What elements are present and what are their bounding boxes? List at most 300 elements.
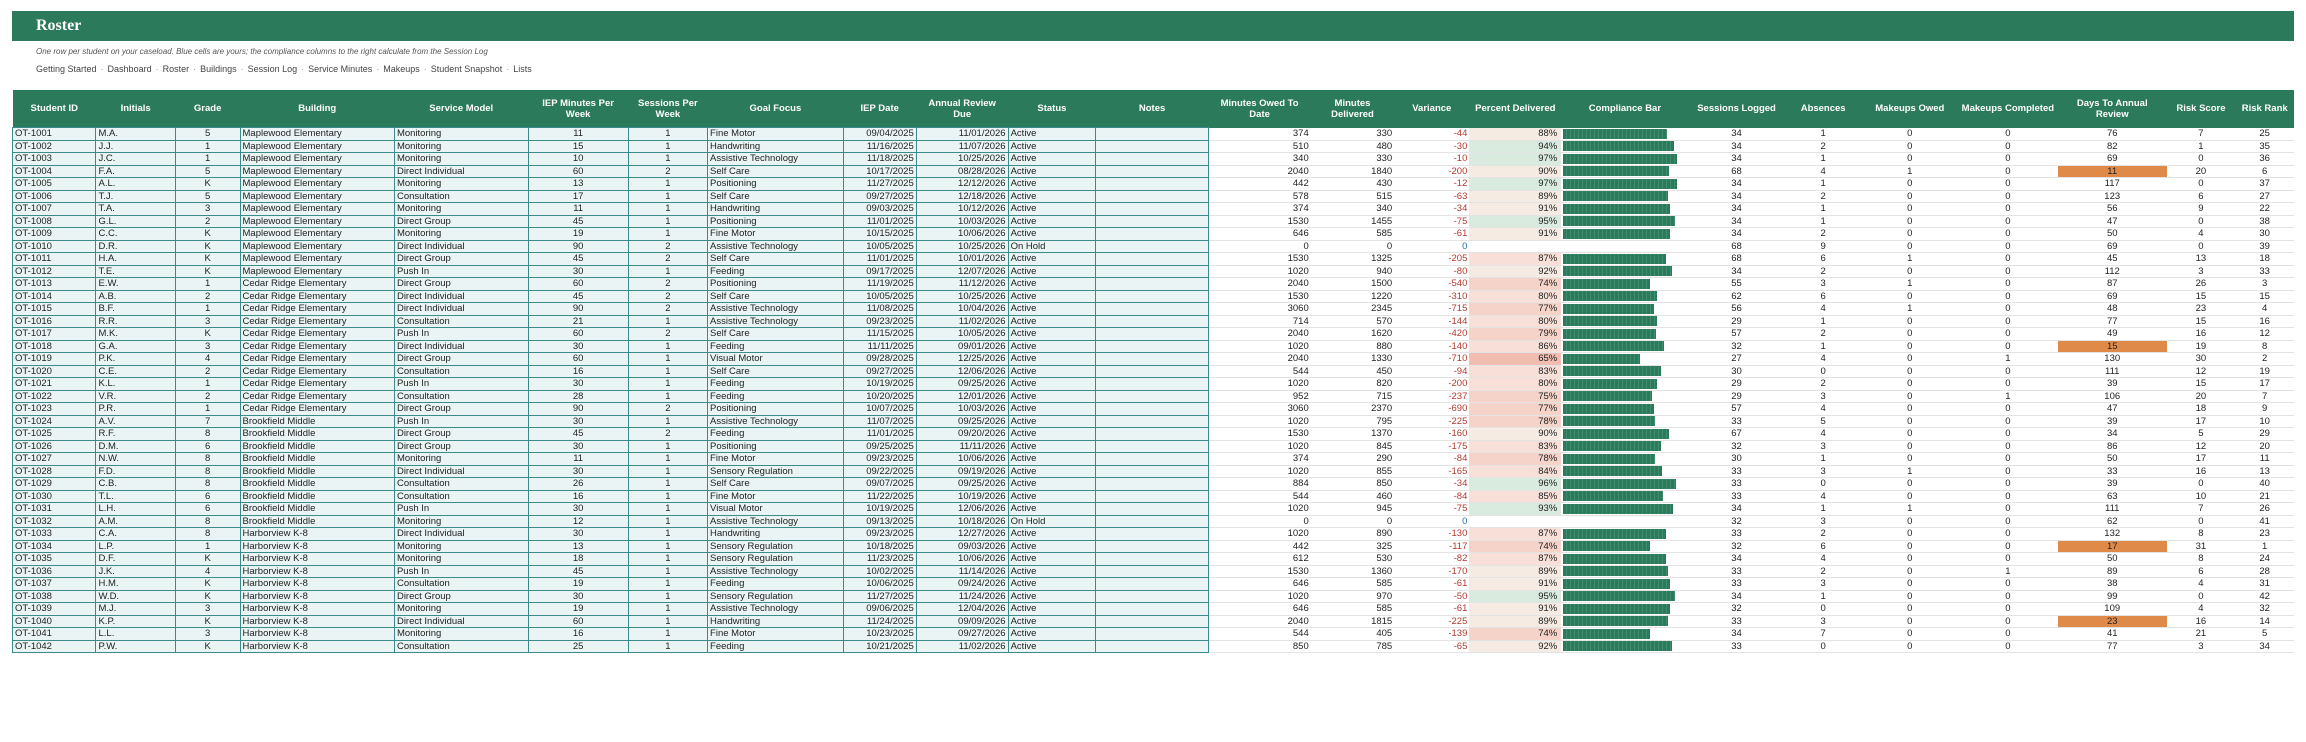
cell-grade[interactable]: 1	[175, 278, 240, 291]
cell-iep-date[interactable]: 10/23/2025	[843, 628, 916, 641]
cell-notes[interactable]	[1096, 278, 1209, 291]
cell-sessions-per-week[interactable]: 1	[628, 578, 707, 591]
cell-initials[interactable]: P.K.	[96, 353, 175, 366]
cell-service-model[interactable]: Push In	[394, 415, 528, 428]
cell-building[interactable]: Maplewood Elementary	[240, 153, 394, 166]
cell-service-model[interactable]: Push In	[394, 565, 528, 578]
cell-student-id[interactable]: OT-1019	[13, 353, 96, 366]
cell-initials[interactable]: D.F.	[96, 553, 175, 566]
cell-iep-date[interactable]: 10/06/2025	[843, 578, 916, 591]
cell-status[interactable]: Active	[1008, 590, 1096, 603]
cell-grade[interactable]: K	[175, 553, 240, 566]
cell-iep-date[interactable]: 11/08/2025	[843, 303, 916, 316]
nav-link-service-minutes[interactable]: Service Minutes	[308, 64, 373, 74]
cell-sessions-per-week[interactable]: 1	[628, 590, 707, 603]
cell-status[interactable]: Active	[1008, 278, 1096, 291]
cell-goal-focus[interactable]: Assistive Technology	[708, 240, 844, 253]
cell-iep-date[interactable]: 11/01/2025	[843, 215, 916, 228]
nav-link-makeups[interactable]: Makeups	[383, 64, 420, 74]
cell-sessions-per-week[interactable]: 1	[628, 390, 707, 403]
cell-student-id[interactable]: OT-1038	[13, 590, 96, 603]
cell-sessions-per-week[interactable]: 1	[628, 128, 707, 141]
cell-iep-minutes-per-week[interactable]: 19	[528, 603, 628, 616]
cell-iep-minutes-per-week[interactable]: 90	[528, 240, 628, 253]
cell-initials[interactable]: C.B.	[96, 478, 175, 491]
cell-service-model[interactable]: Monitoring	[394, 515, 528, 528]
cell-initials[interactable]: F.D.	[96, 465, 175, 478]
column-header-sessions-logged[interactable]: Sessions Logged	[1689, 90, 1785, 128]
cell-annual-review-due[interactable]: 10/06/2026	[916, 453, 1008, 466]
cell-sessions-per-week[interactable]: 2	[628, 278, 707, 291]
cell-student-id[interactable]: OT-1027	[13, 453, 96, 466]
cell-service-model[interactable]: Monitoring	[394, 553, 528, 566]
cell-iep-date[interactable]: 11/07/2025	[843, 415, 916, 428]
cell-sessions-per-week[interactable]: 2	[628, 253, 707, 266]
cell-initials[interactable]: V.R.	[96, 390, 175, 403]
column-header-minutes-delivered[interactable]: Minutes Delivered	[1311, 90, 1394, 128]
nav-link-lists[interactable]: Lists	[513, 64, 532, 74]
cell-iep-minutes-per-week[interactable]: 30	[528, 415, 628, 428]
cell-service-model[interactable]: Consultation	[394, 640, 528, 653]
cell-goal-focus[interactable]: Sensory Regulation	[708, 540, 844, 553]
cell-annual-review-due[interactable]: 10/06/2026	[916, 553, 1008, 566]
cell-iep-date[interactable]: 10/21/2025	[843, 640, 916, 653]
cell-iep-date[interactable]: 10/15/2025	[843, 228, 916, 241]
cell-status[interactable]: Active	[1008, 553, 1096, 566]
cell-goal-focus[interactable]: Handwriting	[708, 140, 844, 153]
cell-annual-review-due[interactable]: 11/02/2026	[916, 315, 1008, 328]
column-header-goal-focus[interactable]: Goal Focus	[708, 90, 844, 128]
cell-iep-minutes-per-week[interactable]: 11	[528, 203, 628, 216]
cell-building[interactable]: Brookfield Middle	[240, 440, 394, 453]
cell-notes[interactable]	[1096, 615, 1209, 628]
cell-iep-date[interactable]: 09/23/2025	[843, 315, 916, 328]
cell-initials[interactable]: L.H.	[96, 503, 175, 516]
cell-status[interactable]: Active	[1008, 428, 1096, 441]
cell-goal-focus[interactable]: Positioning	[708, 278, 844, 291]
cell-service-model[interactable]: Direct Individual	[394, 340, 528, 353]
cell-iep-date[interactable]: 10/19/2025	[843, 378, 916, 391]
cell-goal-focus[interactable]: Assistive Technology	[708, 603, 844, 616]
cell-building[interactable]: Cedar Ridge Elementary	[240, 403, 394, 416]
column-header-student-id[interactable]: Student ID	[13, 90, 96, 128]
cell-notes[interactable]	[1096, 628, 1209, 641]
cell-goal-focus[interactable]: Fine Motor	[708, 453, 844, 466]
cell-grade[interactable]: 8	[175, 515, 240, 528]
cell-student-id[interactable]: OT-1002	[13, 140, 96, 153]
cell-notes[interactable]	[1096, 553, 1209, 566]
cell-iep-minutes-per-week[interactable]: 30	[528, 378, 628, 391]
cell-iep-minutes-per-week[interactable]: 30	[528, 590, 628, 603]
column-header-notes[interactable]: Notes	[1096, 90, 1209, 128]
nav-link-getting-started[interactable]: Getting Started	[36, 64, 97, 74]
cell-iep-minutes-per-week[interactable]: 21	[528, 315, 628, 328]
cell-sessions-per-week[interactable]: 1	[628, 315, 707, 328]
column-header-annual-review-due[interactable]: Annual Review Due	[916, 90, 1008, 128]
cell-building[interactable]: Harborview K-8	[240, 628, 394, 641]
cell-sessions-per-week[interactable]: 1	[628, 515, 707, 528]
cell-sessions-per-week[interactable]: 1	[628, 490, 707, 503]
cell-iep-date[interactable]: 11/22/2025	[843, 490, 916, 503]
cell-annual-review-due[interactable]: 09/25/2026	[916, 415, 1008, 428]
cell-annual-review-due[interactable]: 12/25/2026	[916, 353, 1008, 366]
column-header-risk-score[interactable]: Risk Score	[2167, 90, 2236, 128]
cell-annual-review-due[interactable]: 12/18/2026	[916, 190, 1008, 203]
cell-iep-minutes-per-week[interactable]: 45	[528, 215, 628, 228]
cell-sessions-per-week[interactable]: 2	[628, 290, 707, 303]
cell-sessions-per-week[interactable]: 1	[628, 440, 707, 453]
cell-iep-date[interactable]: 11/27/2025	[843, 590, 916, 603]
cell-student-id[interactable]: OT-1015	[13, 303, 96, 316]
cell-sessions-per-week[interactable]: 1	[628, 453, 707, 466]
cell-service-model[interactable]: Consultation	[394, 390, 528, 403]
cell-annual-review-due[interactable]: 09/25/2026	[916, 478, 1008, 491]
cell-service-model[interactable]: Direct Group	[394, 353, 528, 366]
cell-service-model[interactable]: Monitoring	[394, 540, 528, 553]
cell-student-id[interactable]: OT-1034	[13, 540, 96, 553]
cell-student-id[interactable]: OT-1042	[13, 640, 96, 653]
column-header-initials[interactable]: Initials	[96, 90, 175, 128]
cell-sessions-per-week[interactable]: 1	[628, 553, 707, 566]
cell-iep-date[interactable]: 11/01/2025	[843, 253, 916, 266]
cell-initials[interactable]: K.L.	[96, 378, 175, 391]
cell-grade[interactable]: 1	[175, 303, 240, 316]
column-header-days-to-annual-review[interactable]: Days To Annual Review	[2058, 90, 2167, 128]
cell-student-id[interactable]: OT-1023	[13, 403, 96, 416]
cell-goal-focus[interactable]: Assistive Technology	[708, 303, 844, 316]
cell-iep-minutes-per-week[interactable]: 30	[528, 503, 628, 516]
cell-notes[interactable]	[1096, 515, 1209, 528]
cell-grade[interactable]: 5	[175, 128, 240, 141]
cell-grade[interactable]: 3	[175, 603, 240, 616]
cell-grade[interactable]: 8	[175, 428, 240, 441]
cell-notes[interactable]	[1096, 228, 1209, 241]
cell-initials[interactable]: T.L.	[96, 490, 175, 503]
cell-initials[interactable]: M.A.	[96, 128, 175, 141]
cell-service-model[interactable]: Monitoring	[394, 128, 528, 141]
cell-iep-minutes-per-week[interactable]: 60	[528, 615, 628, 628]
cell-initials[interactable]: N.W.	[96, 453, 175, 466]
cell-sessions-per-week[interactable]: 1	[628, 353, 707, 366]
cell-annual-review-due[interactable]: 09/01/2026	[916, 340, 1008, 353]
cell-annual-review-due[interactable]: 09/03/2026	[916, 540, 1008, 553]
cell-iep-minutes-per-week[interactable]: 15	[528, 140, 628, 153]
cell-iep-minutes-per-week[interactable]: 45	[528, 290, 628, 303]
cell-building[interactable]: Harborview K-8	[240, 528, 394, 541]
cell-status[interactable]: Active	[1008, 203, 1096, 216]
cell-notes[interactable]	[1096, 453, 1209, 466]
cell-student-id[interactable]: OT-1032	[13, 515, 96, 528]
cell-building[interactable]: Brookfield Middle	[240, 503, 394, 516]
cell-building[interactable]: Cedar Ridge Elementary	[240, 390, 394, 403]
cell-grade[interactable]: 8	[175, 478, 240, 491]
cell-status[interactable]: Active	[1008, 490, 1096, 503]
cell-goal-focus[interactable]: Fine Motor	[708, 228, 844, 241]
cell-grade[interactable]: K	[175, 615, 240, 628]
cell-service-model[interactable]: Direct Group	[394, 215, 528, 228]
cell-iep-minutes-per-week[interactable]: 30	[528, 265, 628, 278]
cell-building[interactable]: Brookfield Middle	[240, 515, 394, 528]
cell-notes[interactable]	[1096, 415, 1209, 428]
cell-goal-focus[interactable]: Fine Motor	[708, 628, 844, 641]
cell-building[interactable]: Maplewood Elementary	[240, 228, 394, 241]
cell-student-id[interactable]: OT-1011	[13, 253, 96, 266]
cell-building[interactable]: Maplewood Elementary	[240, 240, 394, 253]
cell-student-id[interactable]: OT-1005	[13, 178, 96, 191]
cell-sessions-per-week[interactable]: 1	[628, 153, 707, 166]
cell-iep-date[interactable]: 11/16/2025	[843, 140, 916, 153]
cell-grade[interactable]: 2	[175, 390, 240, 403]
cell-iep-date[interactable]: 09/22/2025	[843, 465, 916, 478]
cell-service-model[interactable]: Consultation	[394, 490, 528, 503]
cell-student-id[interactable]: OT-1024	[13, 415, 96, 428]
cell-goal-focus[interactable]: Sensory Regulation	[708, 465, 844, 478]
cell-sessions-per-week[interactable]: 1	[628, 640, 707, 653]
cell-iep-minutes-per-week[interactable]: 45	[528, 253, 628, 266]
cell-goal-focus[interactable]: Sensory Regulation	[708, 590, 844, 603]
cell-grade[interactable]: 8	[175, 453, 240, 466]
cell-initials[interactable]: R.R.	[96, 315, 175, 328]
cell-service-model[interactable]: Consultation	[394, 190, 528, 203]
cell-iep-minutes-per-week[interactable]: 28	[528, 390, 628, 403]
cell-status[interactable]: Active	[1008, 303, 1096, 316]
cell-iep-minutes-per-week[interactable]: 18	[528, 553, 628, 566]
cell-sessions-per-week[interactable]: 1	[628, 178, 707, 191]
cell-service-model[interactable]: Monitoring	[394, 153, 528, 166]
cell-grade[interactable]: 7	[175, 415, 240, 428]
cell-grade[interactable]: 1	[175, 540, 240, 553]
cell-student-id[interactable]: OT-1030	[13, 490, 96, 503]
column-header-risk-rank[interactable]: Risk Rank	[2235, 90, 2294, 128]
cell-student-id[interactable]: OT-1001	[13, 128, 96, 141]
column-header-iep-date[interactable]: IEP Date	[843, 90, 916, 128]
cell-grade[interactable]: 6	[175, 503, 240, 516]
cell-initials[interactable]: G.L.	[96, 215, 175, 228]
cell-building[interactable]: Harborview K-8	[240, 590, 394, 603]
cell-building[interactable]: Brookfield Middle	[240, 465, 394, 478]
cell-sessions-per-week[interactable]: 1	[628, 140, 707, 153]
cell-iep-date[interactable]: 11/15/2025	[843, 328, 916, 341]
cell-status[interactable]: Active	[1008, 178, 1096, 191]
cell-goal-focus[interactable]: Feeding	[708, 428, 844, 441]
cell-grade[interactable]: 6	[175, 440, 240, 453]
cell-status[interactable]: Active	[1008, 615, 1096, 628]
cell-annual-review-due[interactable]: 10/04/2026	[916, 303, 1008, 316]
cell-initials[interactable]: C.E.	[96, 365, 175, 378]
cell-goal-focus[interactable]: Positioning	[708, 215, 844, 228]
cell-notes[interactable]	[1096, 178, 1209, 191]
cell-iep-minutes-per-week[interactable]: 90	[528, 403, 628, 416]
cell-service-model[interactable]: Monitoring	[394, 140, 528, 153]
cell-notes[interactable]	[1096, 365, 1209, 378]
cell-notes[interactable]	[1096, 353, 1209, 366]
cell-initials[interactable]: H.M.	[96, 578, 175, 591]
cell-student-id[interactable]: OT-1007	[13, 203, 96, 216]
cell-service-model[interactable]: Monitoring	[394, 203, 528, 216]
cell-service-model[interactable]: Direct Individual	[394, 465, 528, 478]
cell-sessions-per-week[interactable]: 1	[628, 465, 707, 478]
cell-goal-focus[interactable]: Assistive Technology	[708, 565, 844, 578]
cell-goal-focus[interactable]: Self Care	[708, 478, 844, 491]
cell-building[interactable]: Cedar Ridge Elementary	[240, 278, 394, 291]
cell-notes[interactable]	[1096, 478, 1209, 491]
cell-annual-review-due[interactable]: 11/11/2026	[916, 440, 1008, 453]
cell-annual-review-due[interactable]: 10/05/2026	[916, 328, 1008, 341]
cell-goal-focus[interactable]: Sensory Regulation	[708, 553, 844, 566]
cell-status[interactable]: Active	[1008, 190, 1096, 203]
cell-building[interactable]: Cedar Ridge Elementary	[240, 328, 394, 341]
cell-student-id[interactable]: OT-1029	[13, 478, 96, 491]
cell-service-model[interactable]: Direct Group	[394, 278, 528, 291]
cell-status[interactable]: Active	[1008, 228, 1096, 241]
cell-iep-date[interactable]: 09/27/2025	[843, 365, 916, 378]
cell-building[interactable]: Harborview K-8	[240, 553, 394, 566]
column-header-status[interactable]: Status	[1008, 90, 1096, 128]
cell-iep-minutes-per-week[interactable]: 13	[528, 540, 628, 553]
cell-grade[interactable]: 3	[175, 203, 240, 216]
cell-annual-review-due[interactable]: 09/24/2026	[916, 578, 1008, 591]
cell-service-model[interactable]: Monitoring	[394, 603, 528, 616]
cell-notes[interactable]	[1096, 203, 1209, 216]
cell-notes[interactable]	[1096, 640, 1209, 653]
cell-notes[interactable]	[1096, 240, 1209, 253]
cell-building[interactable]: Brookfield Middle	[240, 478, 394, 491]
cell-building[interactable]: Harborview K-8	[240, 578, 394, 591]
cell-initials[interactable]: W.D.	[96, 590, 175, 603]
cell-goal-focus[interactable]: Visual Motor	[708, 353, 844, 366]
cell-annual-review-due[interactable]: 12/04/2026	[916, 603, 1008, 616]
cell-status[interactable]: Active	[1008, 578, 1096, 591]
cell-annual-review-due[interactable]: 10/25/2026	[916, 290, 1008, 303]
cell-student-id[interactable]: OT-1021	[13, 378, 96, 391]
cell-initials[interactable]: P.W.	[96, 640, 175, 653]
cell-annual-review-due[interactable]: 12/07/2026	[916, 265, 1008, 278]
cell-notes[interactable]	[1096, 253, 1209, 266]
cell-status[interactable]: Active	[1008, 365, 1096, 378]
cell-status[interactable]: Active	[1008, 528, 1096, 541]
cell-status[interactable]: Active	[1008, 478, 1096, 491]
cell-goal-focus[interactable]: Self Care	[708, 253, 844, 266]
cell-status[interactable]: On Hold	[1008, 515, 1096, 528]
cell-goal-focus[interactable]: Self Care	[708, 328, 844, 341]
cell-service-model[interactable]: Push In	[394, 265, 528, 278]
cell-student-id[interactable]: OT-1003	[13, 153, 96, 166]
cell-service-model[interactable]: Consultation	[394, 578, 528, 591]
cell-annual-review-due[interactable]: 10/25/2026	[916, 153, 1008, 166]
cell-goal-focus[interactable]: Visual Motor	[708, 503, 844, 516]
cell-service-model[interactable]: Direct Individual	[394, 290, 528, 303]
cell-goal-focus[interactable]: Self Care	[708, 190, 844, 203]
cell-sessions-per-week[interactable]: 2	[628, 303, 707, 316]
cell-iep-date[interactable]: 10/05/2025	[843, 240, 916, 253]
cell-service-model[interactable]: Direct Group	[394, 440, 528, 453]
cell-annual-review-due[interactable]: 10/12/2026	[916, 203, 1008, 216]
cell-iep-date[interactable]: 10/05/2025	[843, 290, 916, 303]
cell-goal-focus[interactable]: Handwriting	[708, 203, 844, 216]
cell-iep-date[interactable]: 09/17/2025	[843, 265, 916, 278]
cell-sessions-per-week[interactable]: 1	[628, 528, 707, 541]
column-header-grade[interactable]: Grade	[175, 90, 240, 128]
cell-goal-focus[interactable]: Self Care	[708, 165, 844, 178]
cell-iep-date[interactable]: 11/23/2025	[843, 553, 916, 566]
cell-status[interactable]: Active	[1008, 390, 1096, 403]
cell-iep-date[interactable]: 09/13/2025	[843, 515, 916, 528]
cell-status[interactable]: Active	[1008, 415, 1096, 428]
cell-status[interactable]: On Hold	[1008, 240, 1096, 253]
cell-notes[interactable]	[1096, 190, 1209, 203]
cell-iep-minutes-per-week[interactable]: 30	[528, 340, 628, 353]
cell-sessions-per-week[interactable]: 1	[628, 540, 707, 553]
cell-grade[interactable]: K	[175, 228, 240, 241]
cell-iep-date[interactable]: 11/24/2025	[843, 615, 916, 628]
cell-student-id[interactable]: OT-1026	[13, 440, 96, 453]
cell-building[interactable]: Cedar Ridge Elementary	[240, 290, 394, 303]
cell-status[interactable]: Active	[1008, 328, 1096, 341]
column-header-iep-minutes-per-week[interactable]: IEP Minutes Per Week	[528, 90, 628, 128]
cell-initials[interactable]: J.K.	[96, 565, 175, 578]
cell-status[interactable]: Active	[1008, 378, 1096, 391]
cell-student-id[interactable]: OT-1010	[13, 240, 96, 253]
cell-building[interactable]: Harborview K-8	[240, 640, 394, 653]
cell-initials[interactable]: A.B.	[96, 290, 175, 303]
cell-status[interactable]: Active	[1008, 128, 1096, 141]
cell-initials[interactable]: J.C.	[96, 153, 175, 166]
cell-student-id[interactable]: OT-1039	[13, 603, 96, 616]
cell-sessions-per-week[interactable]: 2	[628, 240, 707, 253]
cell-service-model[interactable]: Direct Group	[394, 403, 528, 416]
cell-status[interactable]: Active	[1008, 453, 1096, 466]
cell-initials[interactable]: A.V.	[96, 415, 175, 428]
cell-goal-focus[interactable]: Self Care	[708, 290, 844, 303]
cell-sessions-per-week[interactable]: 1	[628, 215, 707, 228]
cell-building[interactable]: Cedar Ridge Elementary	[240, 315, 394, 328]
cell-building[interactable]: Brookfield Middle	[240, 490, 394, 503]
cell-iep-minutes-per-week[interactable]: 60	[528, 328, 628, 341]
cell-iep-date[interactable]: 11/11/2025	[843, 340, 916, 353]
cell-grade[interactable]: 2	[175, 215, 240, 228]
cell-sessions-per-week[interactable]: 1	[628, 378, 707, 391]
cell-initials[interactable]: L.L.	[96, 628, 175, 641]
column-header-service-model[interactable]: Service Model	[394, 90, 528, 128]
cell-initials[interactable]: H.A.	[96, 253, 175, 266]
column-header-compliance-bar[interactable]: Compliance Bar	[1561, 90, 1688, 128]
cell-initials[interactable]: L.P.	[96, 540, 175, 553]
cell-iep-date[interactable]: 09/03/2025	[843, 203, 916, 216]
cell-notes[interactable]	[1096, 465, 1209, 478]
cell-status[interactable]: Active	[1008, 353, 1096, 366]
cell-building[interactable]: Harborview K-8	[240, 540, 394, 553]
cell-sessions-per-week[interactable]: 1	[628, 228, 707, 241]
cell-building[interactable]: Cedar Ridge Elementary	[240, 340, 394, 353]
cell-iep-date[interactable]: 09/04/2025	[843, 128, 916, 141]
cell-sessions-per-week[interactable]: 1	[628, 265, 707, 278]
cell-iep-minutes-per-week[interactable]: 11	[528, 128, 628, 141]
column-header-minutes-owed-to-date[interactable]: Minutes Owed To Date	[1208, 90, 1310, 128]
cell-notes[interactable]	[1096, 603, 1209, 616]
cell-initials[interactable]: E.W.	[96, 278, 175, 291]
cell-grade[interactable]: 2	[175, 290, 240, 303]
cell-student-id[interactable]: OT-1009	[13, 228, 96, 241]
cell-service-model[interactable]: Direct Group	[394, 253, 528, 266]
cell-sessions-per-week[interactable]: 1	[628, 190, 707, 203]
cell-status[interactable]: Active	[1008, 265, 1096, 278]
cell-annual-review-due[interactable]: 12/01/2026	[916, 390, 1008, 403]
cell-notes[interactable]	[1096, 315, 1209, 328]
cell-student-id[interactable]: OT-1037	[13, 578, 96, 591]
cell-student-id[interactable]: OT-1040	[13, 615, 96, 628]
cell-goal-focus[interactable]: Feeding	[708, 340, 844, 353]
cell-initials[interactable]: C.A.	[96, 528, 175, 541]
